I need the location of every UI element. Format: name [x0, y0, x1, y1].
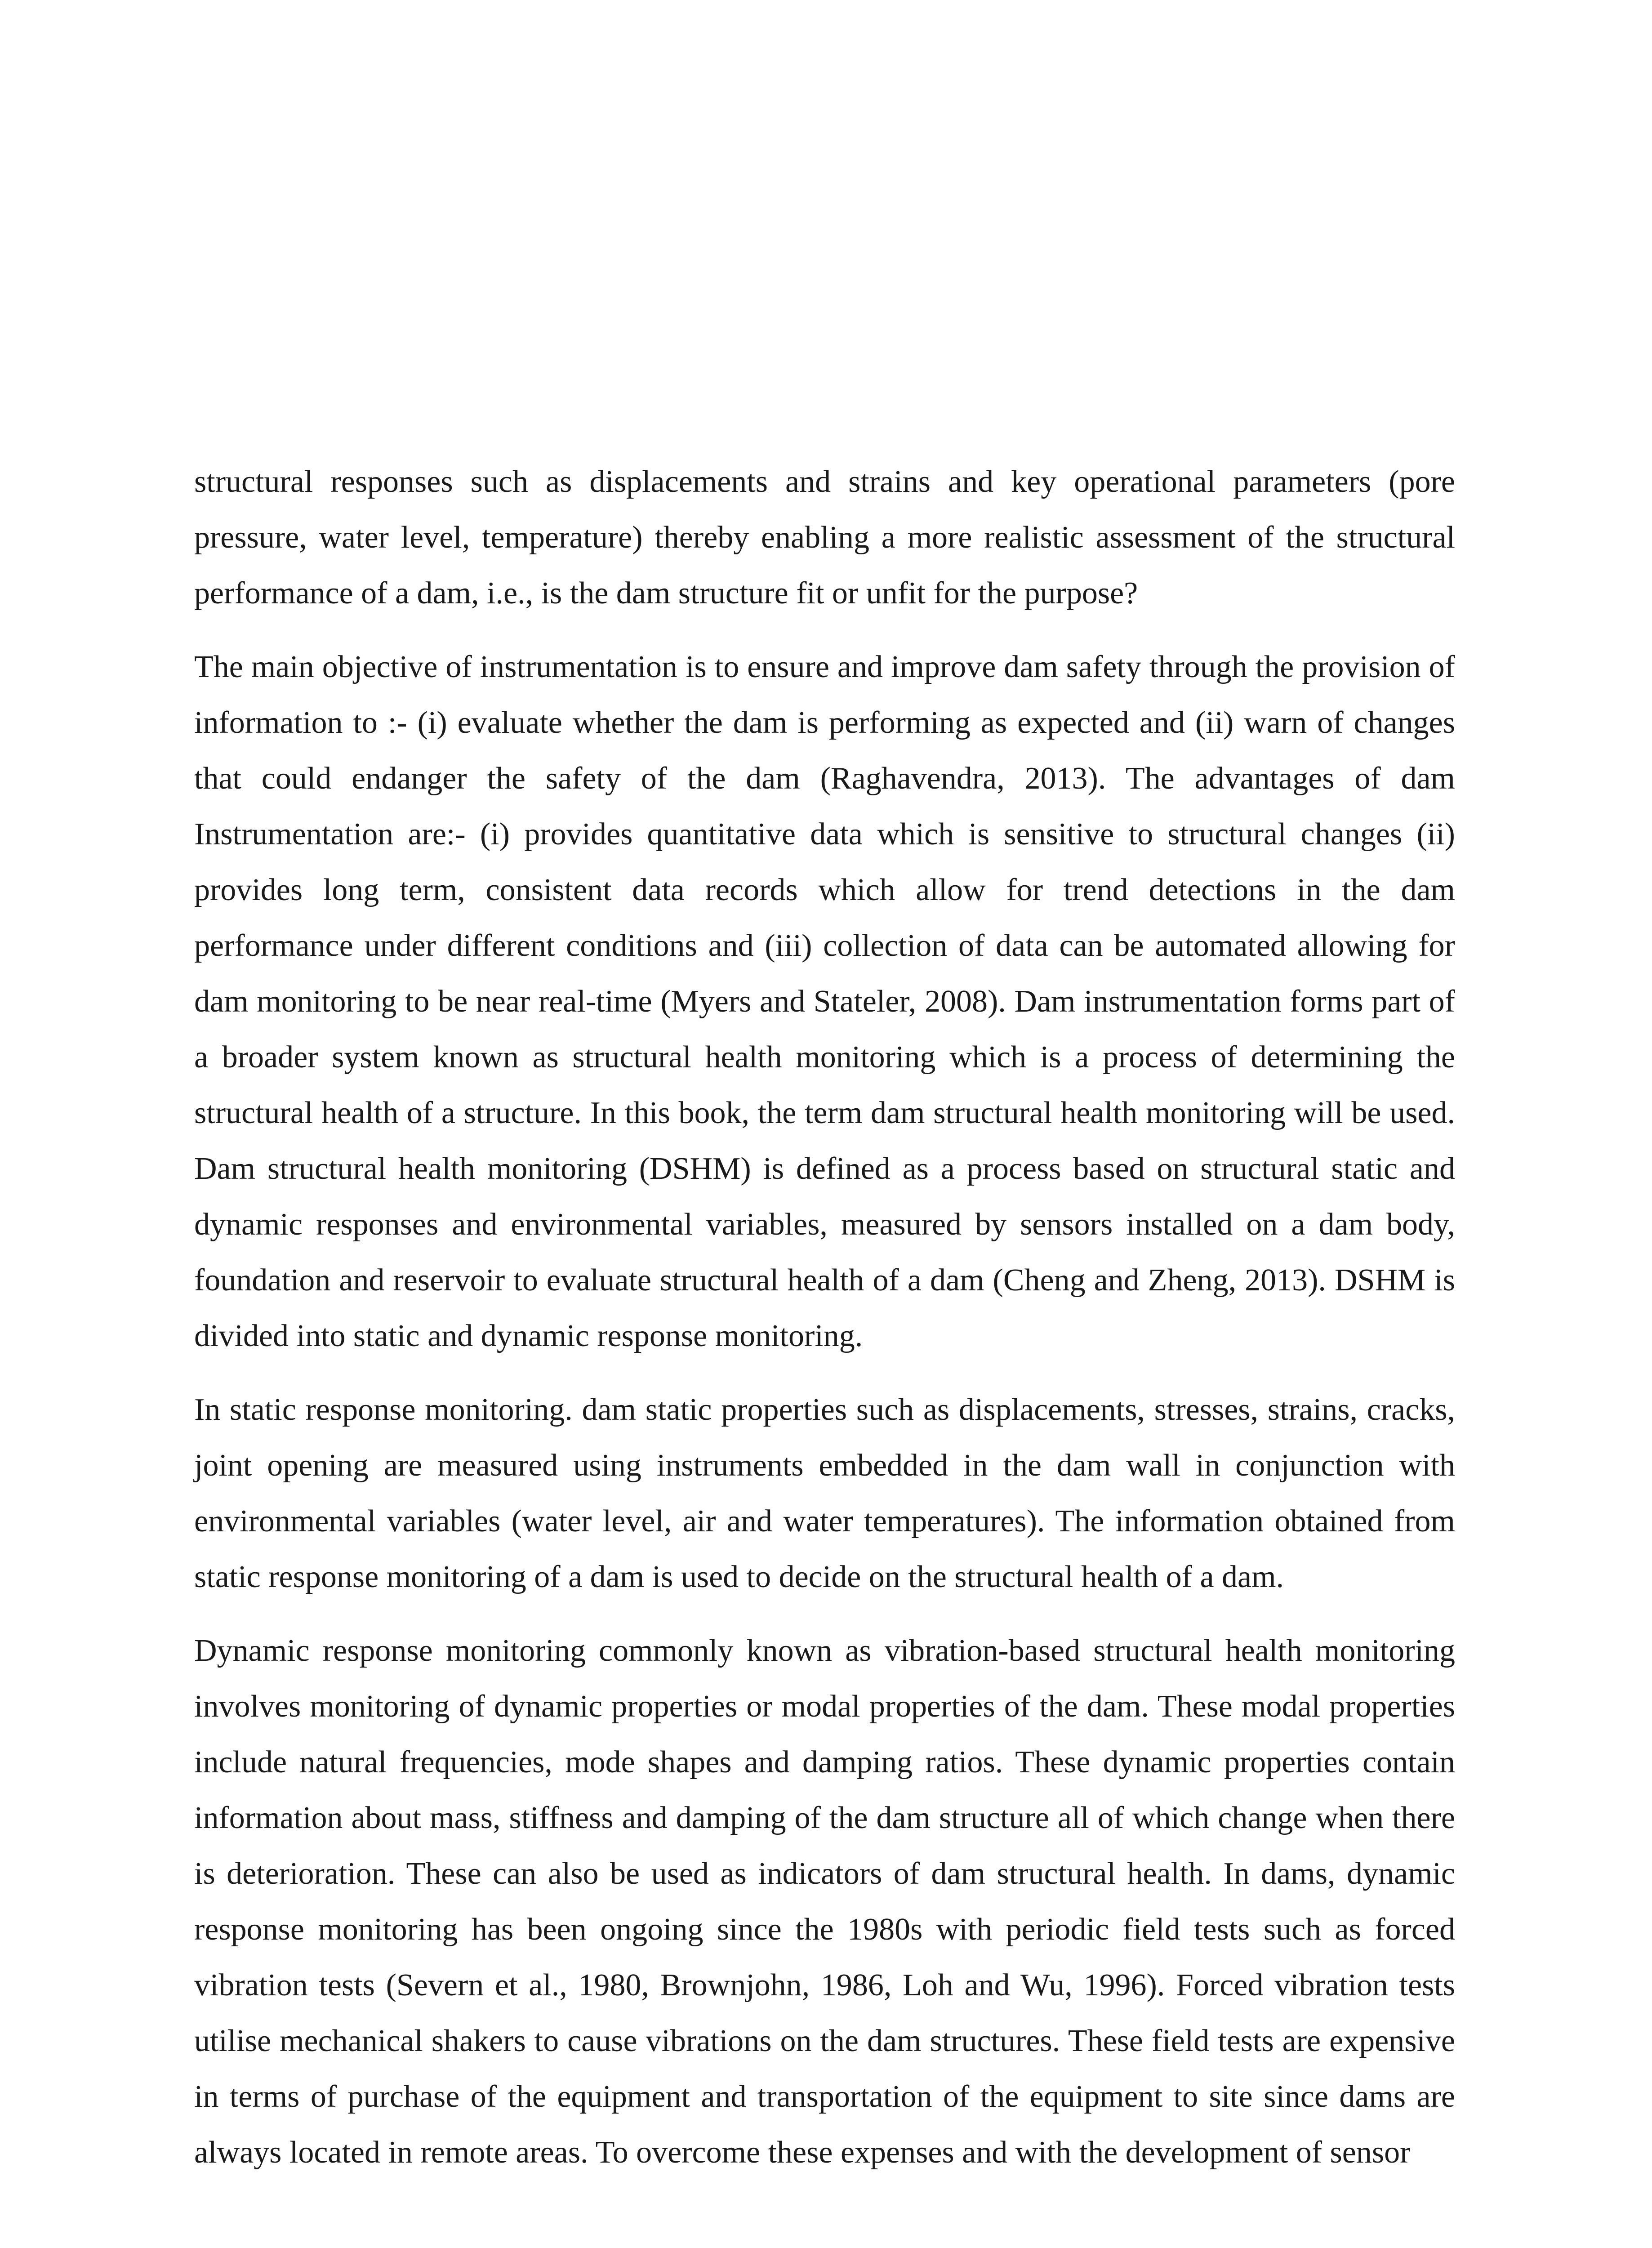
paragraph-2: The main objective of instrumentation is to ensure and improve dam safety through the provision of information to :- (i) evaluate whether the dam is performing as expected and (ii) warn of changes that could endanger the safety of the dam (Raghavendra, 2013). The advantages of dam Instrumentation are:- (i) provides quantitative data which is sensitive to structural changes (ii) provides long term, consistent data records which allow for trend detections in the dam performance under different conditions and (iii) collection of data can be automated allowing for dam monitoring to be near real-time (Myers and Stateler, 2008). Dam instrumentation forms part of a broader system known as structural health monitoring which is a process of determining the structural health of a structure. In this book, the term dam structural health monitoring will be used. Dam structural health monitoring (DSHM) is defined as a process based on structural static and dynamic responses and environmental variables, measured by sensors installed on a dam body, foundation and reservoir to evaluate structural health of a dam (Cheng and Zheng, 2013). DSHM is divided into static and dynamic response monitoring. — [194, 650, 1455, 1353]
paragraph-3: In static response monitoring. dam static properties such as displacements, stresses, strains, cracks, joint opening are measured using instruments embedded in the dam wall in conjunction with environmental variables (water level, air and water temperatures). The information obtained from static response monitoring of a dam is used to decide on the structural health of a dam. — [194, 1392, 1455, 1594]
paragraph-1: structural responses such as displacements and strains and key operational parameters (pore pressure, water level, temperature) thereby enabling a more realistic assessment of the structural performance of a dam, i.e., is the dam structure fit or unfit for the purpose? — [194, 464, 1455, 611]
body-text — [194, 454, 1455, 2199]
paragraph-4: Dynamic response monitoring commonly known as vibration-based structural health monitoring involves monitoring of dynamic properties or modal properties of the dam. These modal properties include natural frequencies, mode shapes and damping ratios. These dynamic properties contain information about mass, stiffness and damping of the dam structure all of which change when there is deterioration. These can also be used as indicators of dam structural health. In dams, dynamic response monitoring has been ongoing since the 1980s with periodic field tests such as forced vibration tests (Severn et al., 1980, Brownjohn, 1986, Loh and Wu, 1996). Forced vibration tests utilise mechanical shakers to cause vibrations on the dam structures. These field tests are expensive in terms of purchase of the equipment and transportation of the equipment to site since dams are always located in remote areas. To overcome these expenses and with the development of sensor — [194, 1633, 1455, 2170]
